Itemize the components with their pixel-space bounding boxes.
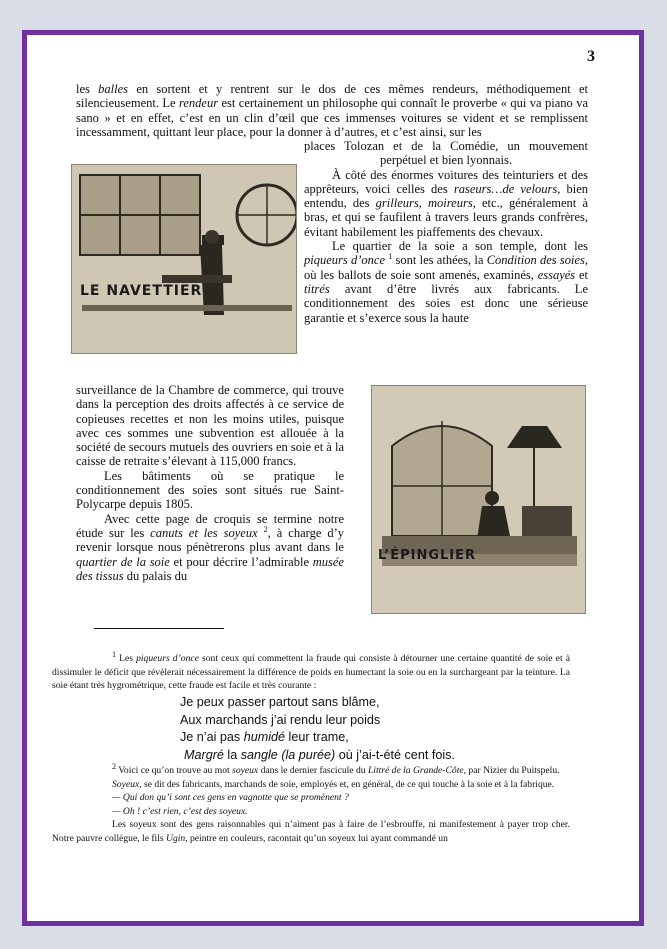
text-block-right: [304, 139, 588, 325]
paragraph: surveillance de la Chambre de commerce, qui trouve dans la perception des droits affectés à ce service de copieuses recettes et non les moins utiles, puisque avec ces sommes une subvention est allouée à la société de secours mutuels des ouvriers en soie et à la caisse de retraite s’élevant à 115,000 francs.: [76, 383, 344, 469]
footnote-1: [52, 649, 570, 693]
epinglier-sketch: [372, 386, 585, 613]
page-number: 3: [587, 48, 595, 65]
paragraph: les balles en sortent et y rentrent sur le dos de ces mêmes rendeurs, méthodiquement et silencieusement. Le rendeur est certainement un philosophe qui connaît le proverbe « qui va piano va sano » et en effet, c’est en un clin d’œil que ces immenses voitures se vident et se remplissent incessamment, quittant leur place, pour la donner à d’autres, et c’est ainsi, sur les: [76, 82, 588, 139]
footnote-text: $^1$ Les piqueurs d’once sont ceux qui commettent la fraude qui consiste à détourner une certaine quantité de soie et à dissimuler le déficit que révèlerait nécessairement la différence de poids en humectant la soie ou en la surchargeant par la teinture. La soie étant très hygrométrique, cette fraude est facile et très courante :: [52, 649, 570, 691]
illustration-epinglier: [371, 385, 586, 614]
footnote-text: — Qui don qu’i sont ces gens en vagnotte que se promènent ?: [112, 792, 349, 803]
illustration-navettier: [71, 164, 297, 354]
poem-line: Aux marchands j’ai rendu leur poids: [180, 712, 381, 727]
navettier-sketch: [72, 165, 296, 353]
paragraph: places Tolozan et de la Comédie, un mouvement perpétuel et bien lyonnais.: [304, 139, 588, 168]
paragraph: À côté des énormes voitures des teinturiers et des apprêteurs, voici celles des raseurs…de velours, bien entendu, des grilleurs, moireurs, etc., généralement à bras, et qui se faufilent à travers leurs grands confrères, évitant habilement les piaffements des chevaux.: [304, 167, 589, 239]
poem-line: Margré la sangle (la purée) où j’ai-t-été cent fois.: [184, 747, 455, 762]
paragraph: Les bâtiments où se pratique le conditionnement des soies sont situés rue Saint-Polycarpe depuis 1805.: [76, 468, 344, 512]
poem-line: Je peux passer partout sans blâme,: [180, 695, 380, 709]
footnote-2: [52, 761, 570, 845]
text-block-left: [76, 383, 344, 583]
navettier-label: LE NAVETTIER: [80, 283, 203, 299]
text-block-top: [76, 82, 588, 139]
footnote-text: — Oh ! c’est rien, c’est des soyeux.: [112, 805, 248, 817]
footnote-separator: [94, 628, 224, 629]
paragraph: Le quartier de la soie a son temple, dont les piqueurs d’once $^1$ sont les athées, la Condition des soies, où les ballots de soie sont amenés, examinés, essayés et titrés avant d’être livrés aux fabricants. Le conditionnement des soies est donc une sérieuse garantie et s’exerce sous la haute: [304, 239, 589, 325]
poem-line: Je n’ai pas humidé leur trame,: [180, 730, 349, 744]
footnote-text: Soyeux, se dit des fabricants, marchands de soie, employés et, en général, de ce qui touche à la soie et à la fabrique.: [112, 778, 555, 790]
paragraph: Avec cette page de croquis se termine notre étude sur les canuts et les soyeux $^2$, à charge d’y revenir lorsque nous pénètrerons plus avant dans le quartier de la soie et pour décrire l’admirable musée des tissus du palais du: [76, 511, 345, 583]
epinglier-label: L’ÉPINGLIER: [378, 548, 477, 563]
footnote-text: Les soyeux sont des gens raisonnables qui n’aiment pas à faire de l’esbrouffe, ni manifestement à payer trop cher. Notre pauvre collègue, le fils Ugin, peintre en couleurs, racontait qu’un soyeux lui ayant commandé un: [52, 819, 570, 844]
footnote-text: $^2$ Voici ce qu’on trouve au mot soyeux dans le dernier fascicule du Littré de la Grande-Côte, par Nizier du Puitspelu.: [112, 761, 560, 776]
footnote-poem: [180, 694, 455, 764]
